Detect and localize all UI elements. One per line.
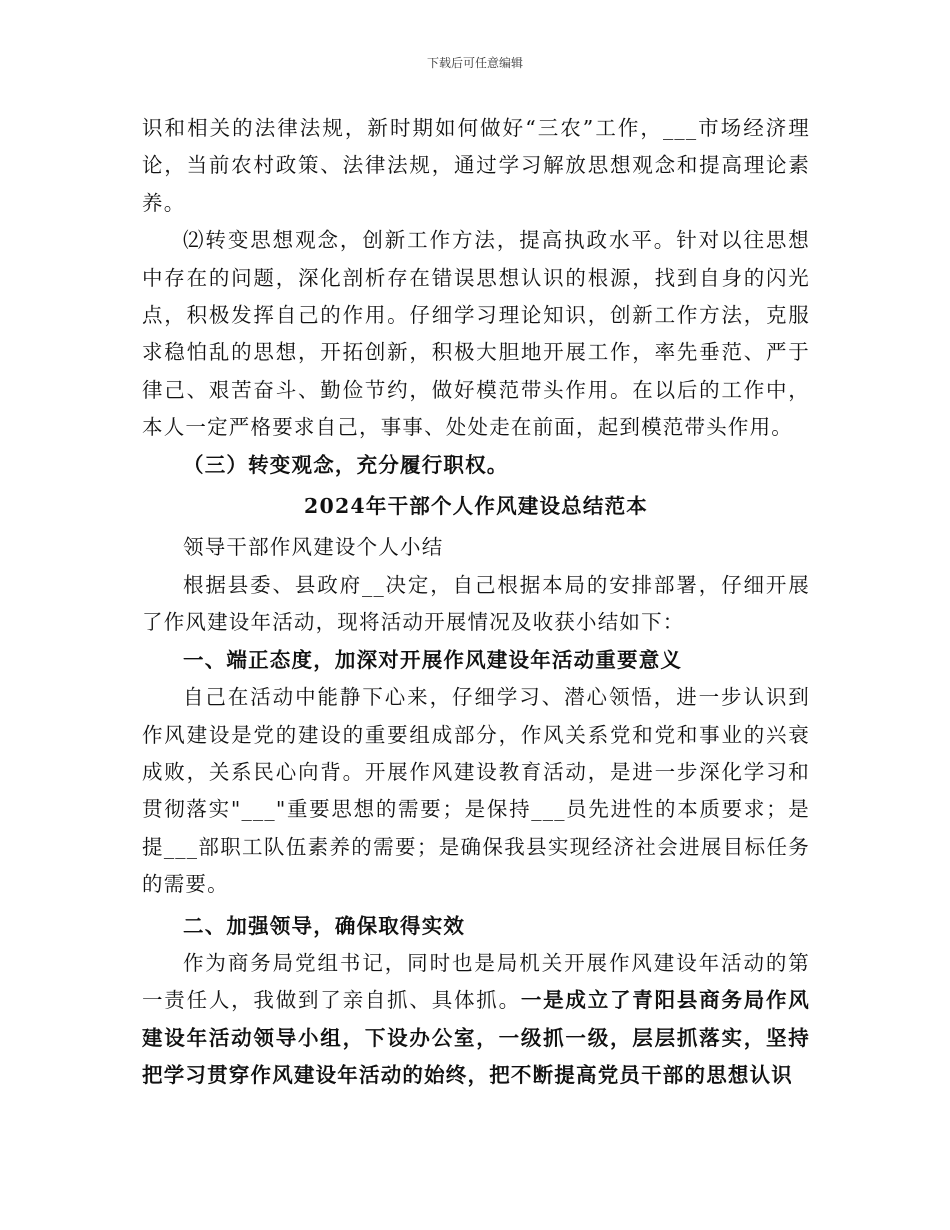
section-1-paragraph: 自己在活动中能静下心来，仔细学习、潜心领悟，进一步认识到作风建设是党的建设的重要组成部分，作风关系党和党和事业的兴衰成败，关系民心向背。开展作风建设教育活动，是进一步深化学习和贯彻落实"___"重要思想的需要；是保持___员先进性的本质要求；是提___部职工队伍素养的需要；是确保我县实现经济社会进展目标任务的需要。 [142,685,810,897]
section-2-text: 作为商务局党组书记，同时也是局机关开展作风建设年活动的第一责任人，我做到了亲自抓、具体抓。 [142,950,810,1013]
paragraph-item-2: ⑵转变思想观念，创新工作方法，提高执政水平。针对以往思想中存在的问题，深化剖析存在错误思想认识的根源，找到自身的闪光点，积极发挥自己的作用。仔细学习理论知识，创新工作方法，克服求稳怕乱的思想，开拓创新，积极大胆地开展工作，率先垂范、严于律己、艰苦奋斗、勤俭节约，做好模范带头作用。在以后的工作中，本人一定严格要求自己，事事、处处走在前面，起到模范带头作用。 [142,228,810,440]
section-heading-3: （三）转变观念，充分履行职权。 [183,452,509,477]
document-title: 2024年干部个人作风建设总结范本 [304,494,648,519]
section-heading-2: 二、加强领导，确保取得实效 [183,913,466,938]
page-header: 下载后可任意编辑 [426,56,523,70]
section-2-paragraph [142,945,810,1095]
section-2-bold-text: 一是成立了青阳县商务局作风建设年活动领导小组，下设办公室，一级抓一级，层层抓落实，坚持把学习贯穿作风建设年活动的始终，把不断提高党员干部的思想认识 [142,988,810,1088]
paragraph-continuation: 识和相关的法律法规，新时期如何做好“三农”工作，___市场经济理论，当前农村政策、法律法规，通过学习解放思想观念和提高理论素养。 [142,116,810,215]
intro-paragraph: 根据县委、县政府__决定，自己根据本局的安排部署，仔细开展了作风建设年活动，现将活动开展情况及收获小结如下： [142,572,810,635]
document-body [142,110,810,1095]
section-heading-1: 一、端正态度，加深对开展作风建设年活动重要意义 [183,647,683,672]
subtitle: 领导干部作风建设个人小结 [183,535,444,560]
